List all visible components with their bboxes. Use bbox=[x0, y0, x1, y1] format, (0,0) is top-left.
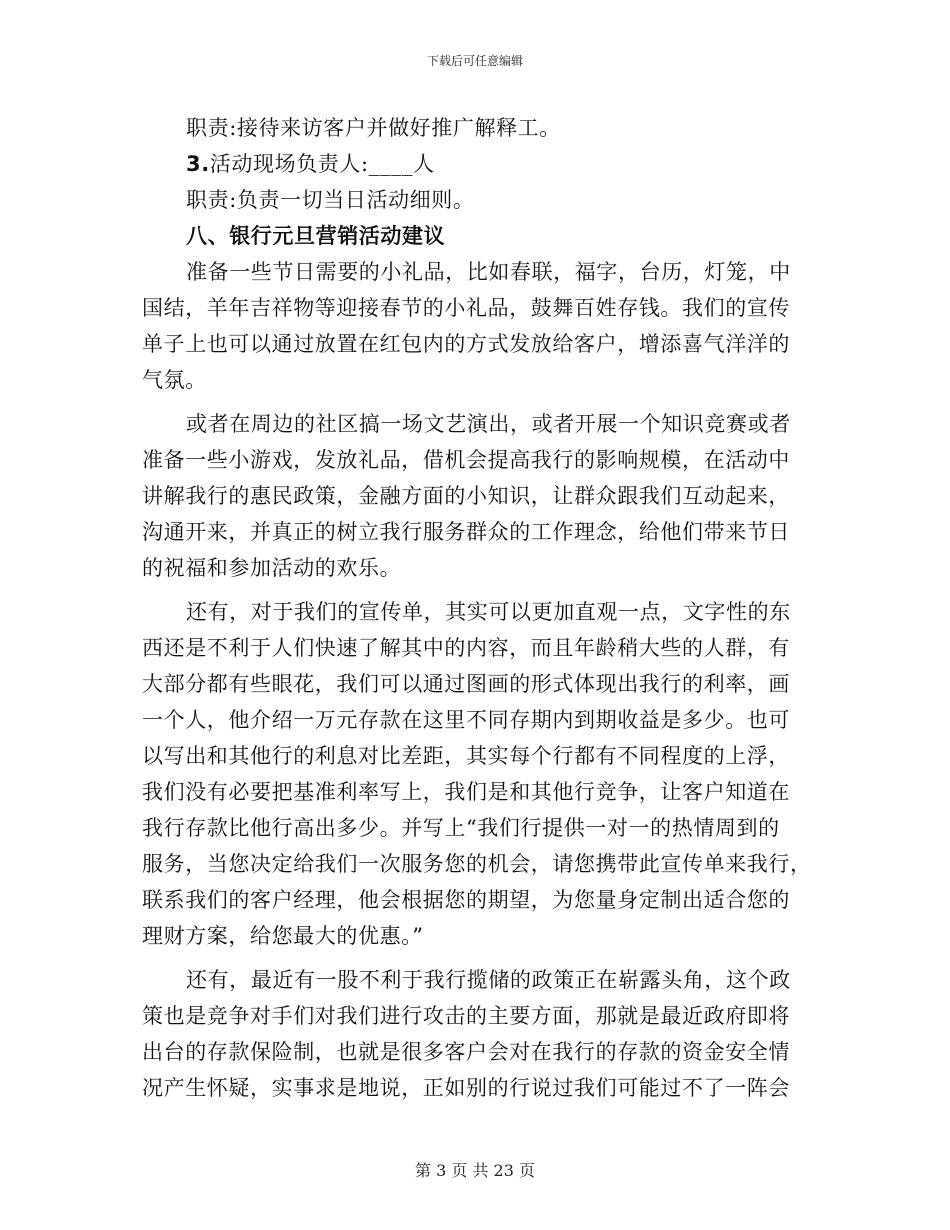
paragraph-3 bbox=[142, 594, 812, 954]
text-line: 讲解我行的惠民政策，金融方面的小知识，让群众跟我们互动起来， bbox=[142, 484, 790, 508]
text-line: 我行存款比他行高出多少。并写上“我们行提供一对一的热情周到的 bbox=[142, 816, 780, 840]
text-line: 单子上也可以通过放置在红包内的方式发放给客户，增添喜气洋洋的 bbox=[142, 332, 790, 356]
text-line: 准备一些节日需要的小礼品，比如春联，福字，台历，灯笼，中 bbox=[186, 260, 791, 284]
list-item-3 bbox=[142, 146, 812, 182]
text-line: 服务，当您决定给我们一次服务您的机会，请您携带此宣传单来我行， bbox=[142, 852, 812, 876]
list-number: 3. bbox=[186, 152, 210, 176]
text-line: 大部分都有些眼花，我们可以通过图画的形式体现出我行的利率，画 bbox=[142, 672, 790, 696]
paragraph-4 bbox=[142, 962, 812, 1106]
text-line: 还有，对于我们的宣传单，其实可以更加直观一点，文字性的东 bbox=[186, 600, 791, 624]
text-line: 国结，羊年吉祥物等迎接春节的小礼品，鼓舞百姓存钱。我们的宣传 bbox=[142, 296, 790, 320]
text-line: 理财方案，给您最大的优惠。” bbox=[142, 924, 424, 948]
text-line: 或者在周边的社区搞一场文艺演出，或者开展一个知识竞赛或者 bbox=[186, 412, 791, 436]
text-line: 西还是不利于人们快速了解其中的内容，而且年龄稍大些的人群，有 bbox=[142, 636, 790, 660]
text-line: 联系我们的客户经理，他会根据您的期望，为您量身定制出适合您的 bbox=[142, 888, 790, 912]
section-heading: 八、银行元旦营销活动建议 bbox=[186, 224, 446, 248]
paragraph-2 bbox=[142, 406, 812, 586]
list-text: 活动现场负责人:____人 bbox=[209, 152, 435, 176]
text-line: 出台的存款保险制，也就是很多客户会对在我行的存款的资金安全情 bbox=[142, 1040, 790, 1064]
text-line: 一个人，他介绍一万元存款在这里不同存期内到期收益是多少。也可 bbox=[142, 708, 790, 732]
text-line: 我们没有必要把基准利率写上，我们是和其他行竞争，让客户知道在 bbox=[142, 780, 790, 804]
text-line: 气氛。 bbox=[142, 368, 207, 392]
text-line: 准备一些小游戏，发放礼品，借机会提高我行的影响规模，在活动中 bbox=[142, 448, 790, 472]
page-footer: 第 3 页 共 23 页 bbox=[415, 1161, 535, 1180]
text-line: 职责:负责一切当日活动细则。 bbox=[186, 188, 475, 212]
document-body bbox=[142, 110, 812, 1106]
page-header: 下载后可任意编辑 bbox=[426, 54, 523, 68]
text-line: 沟通开来，并真正的树立我行服务群众的工作理念，给他们带来节日 bbox=[142, 520, 790, 544]
paragraph-1 bbox=[142, 254, 812, 398]
text-line: 况产生怀疑，实事求是地说，正如别的行说过我们可能过不了一阵会 bbox=[142, 1076, 790, 1100]
text-line: 还有，最近有一股不利于我行揽储的政策正在崭露头角，这个政 bbox=[186, 968, 791, 992]
text-line: 职责:接待来访客户并做好推广解释工。 bbox=[186, 116, 561, 140]
text-line: 的祝福和参加活动的欢乐。 bbox=[142, 556, 402, 580]
text-line: 策也是竞争对手们对我们进行攻击的主要方面，那就是最近政府即将 bbox=[142, 1004, 790, 1028]
text-line: 以写出和其他行的利息对比差距，其实每个行都有不同程度的上浮， bbox=[142, 744, 790, 768]
